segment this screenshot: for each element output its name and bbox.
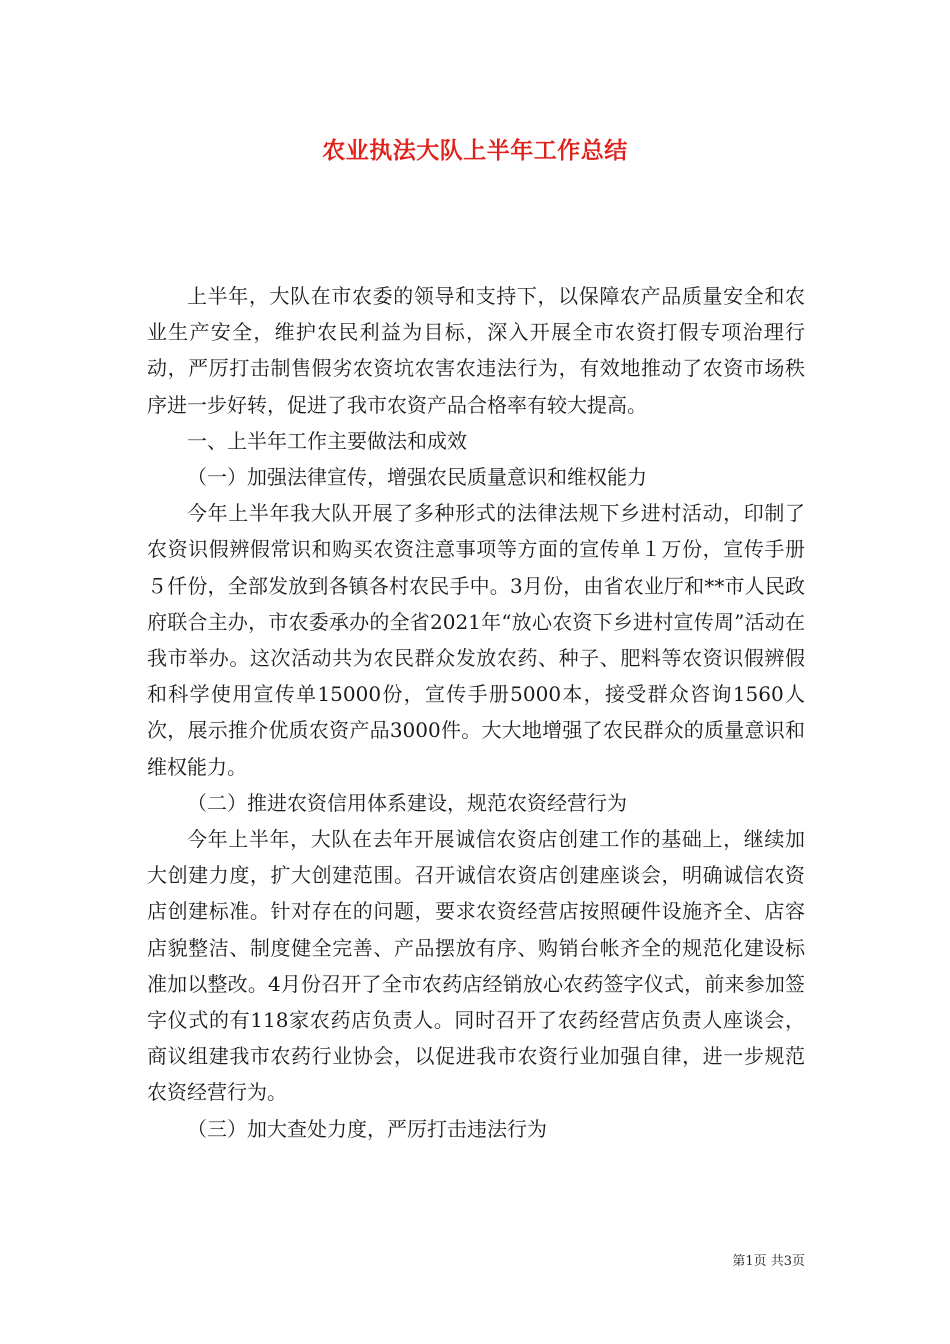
- paragraph-credit-system: 今年上半年，大队在去年开展诚信农资店创建工作的基础上，继续加大创建力度，扩大创建范围。召开诚信农资店创建座谈会，明确诚信农资店创建标准。针对存在的问题，要求农资经营店按照硬件设施齐全、店容店貌整洁、制度健全完善、产品摆放有序、购销台帐齐全的规范化建设标准加以整改。4月份召开了全市农药店经销放心农药签字仪式，前来参加签字仪式的有118家农药店负责人。同时召开了农药经营店负责人座谈会，商议组建我市农药行业协会，以促进我市农资行业加强自律，进一步规范农资经营行为。: [147, 827, 805, 1105]
- subsection-heading-2: （二）推进农资信用体系建设，规范农资经营行为: [187, 790, 627, 815]
- subsection-heading-1: （一）加强法律宣传，增强农民质量意识和维权能力: [187, 465, 647, 490]
- paragraph-intro: 上半年，大队在市农委的领导和支持下，以保障农产品质量安全和农业生产安全，维护农民利益为目标，深入开展全市农资打假专项治理行动，严厉打击制售假劣农资坑农害农违法行为，有效地推动了农资市场秩序进一步好转，促进了我市农资产品合格率有较大提高。: [147, 284, 805, 417]
- subsection-heading-3: （三）加大查处力度，严厉打击违法行为: [187, 1116, 547, 1141]
- document-body: [147, 278, 805, 1147]
- paragraph-publicity: 今年上半年我大队开展了多种形式的法律法规下乡进村活动，印制了农资识假辨假常识和购买农资注意事项等方面的宣传单１万份，宣传手册５仟份，全部发放到各镇各村农民手中。3月份，由省农业厅和**市人民政府联合主办，市农委承办的全省2021年“放心农资下乡进村宣传周”活动在我市举办。这次活动共为农民群众发放农药、种子、肥料等农资识假辨假和科学使用宣传单15000份，宣传手册5000本，接受群众咨询1560人次，展示推介优质农资产品3000件。大大地增强了农民群众的质量意识和维权能力。: [147, 501, 805, 779]
- page-number: 第1页 共3页: [732, 1254, 805, 1269]
- document-title: 农业执法大队上半年工作总结: [322, 137, 628, 164]
- section-heading-1: 一、上半年工作主要做法和成效: [187, 428, 467, 453]
